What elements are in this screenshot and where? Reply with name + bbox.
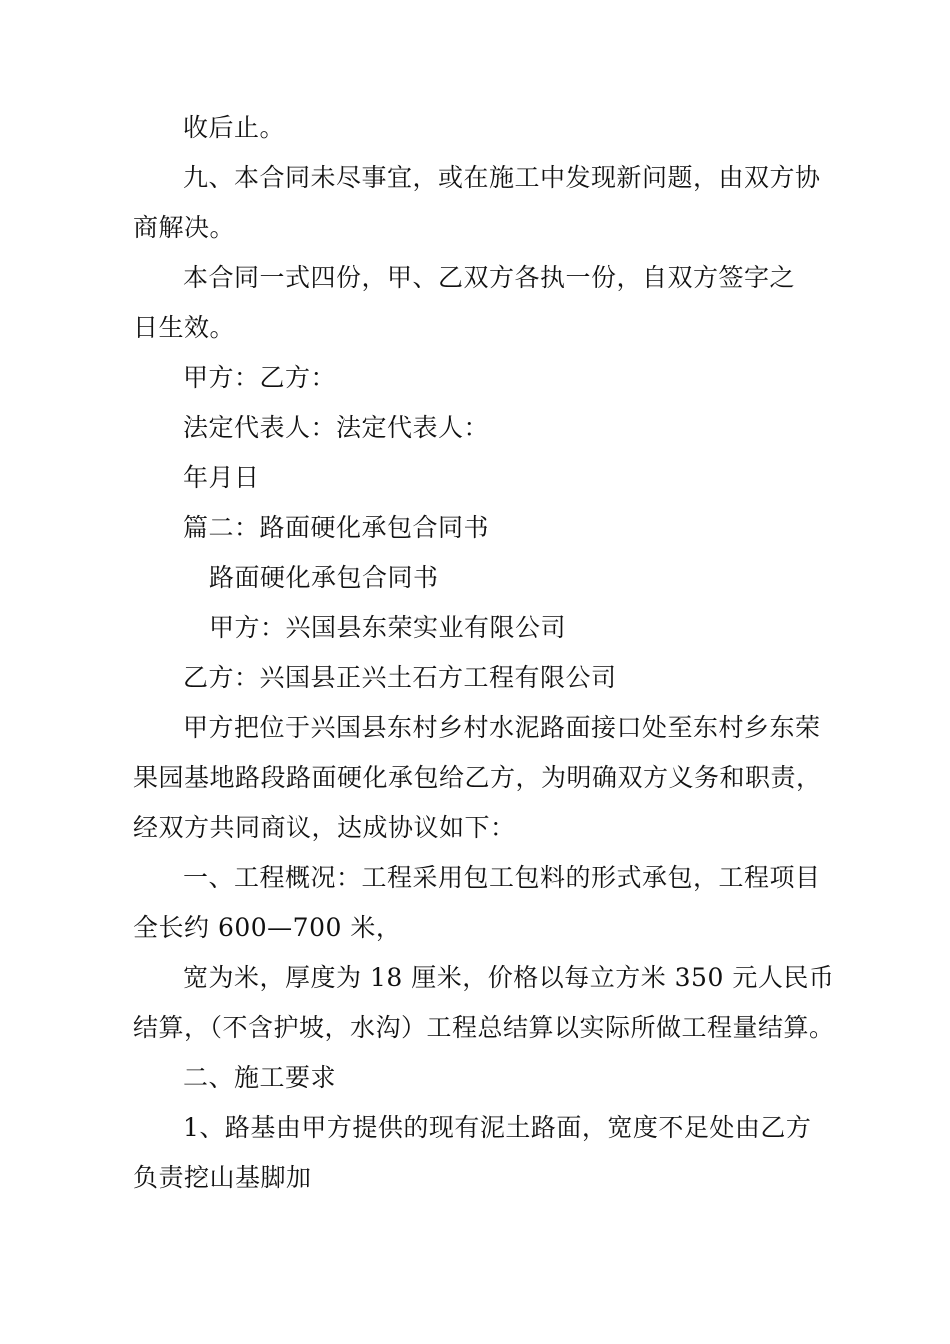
text-line-16: 一、工程概况：工程采用包工包料的形式承包，工程项目	[183, 863, 821, 892]
text-line-2: 九、本合同未尽事宜，或在施工中发现新问题，由双方协	[183, 163, 821, 192]
text-line-5: 日生效。	[133, 313, 236, 342]
text-line-9: 篇二：路面硬化承包合同书	[183, 513, 490, 542]
text-line-1: 收后止。	[183, 113, 286, 142]
text-line-20: 二、施工要求	[183, 1063, 337, 1092]
text-line-19: 结算，（不含护坡，水沟）工程总结算以实际所做工程量结算。	[133, 1013, 835, 1042]
text-line-8: 年月日	[183, 463, 260, 492]
text-line-3: 商解决。	[133, 213, 236, 242]
text-line-11: 甲方：兴国县东荣实业有限公司	[209, 613, 567, 642]
text-line-17: 全长约 600—700 米，	[133, 913, 402, 942]
text-line-4: 本合同一式四份，甲、乙双方各执一份，自双方签字之	[183, 263, 796, 292]
text-line-15: 经双方共同商议，达成协议如下：	[133, 813, 516, 842]
text-line-6: 甲方：乙方：	[183, 363, 337, 392]
text-line-21: 1、路基由甲方提供的现有泥土路面，宽度不足处由乙方	[183, 1113, 812, 1142]
text-line-14: 果园基地路段路面硬化承包给乙方，为明确双方义务和职责，	[133, 763, 822, 792]
text-line-13: 甲方把位于兴国县东村乡村水泥路面接口处至东村乡东荣	[183, 713, 821, 742]
text-line-18: 宽为米，厚度为 18 厘米，价格以每立方米 350 元人民币	[183, 963, 835, 992]
text-line-10: 路面硬化承包合同书	[209, 563, 439, 592]
text-line-12: 乙方：兴国县正兴土石方工程有限公司	[183, 663, 617, 692]
text-line-22: 负责挖山基脚加	[133, 1163, 312, 1192]
text-line-7: 法定代表人：法定代表人：	[183, 413, 490, 442]
